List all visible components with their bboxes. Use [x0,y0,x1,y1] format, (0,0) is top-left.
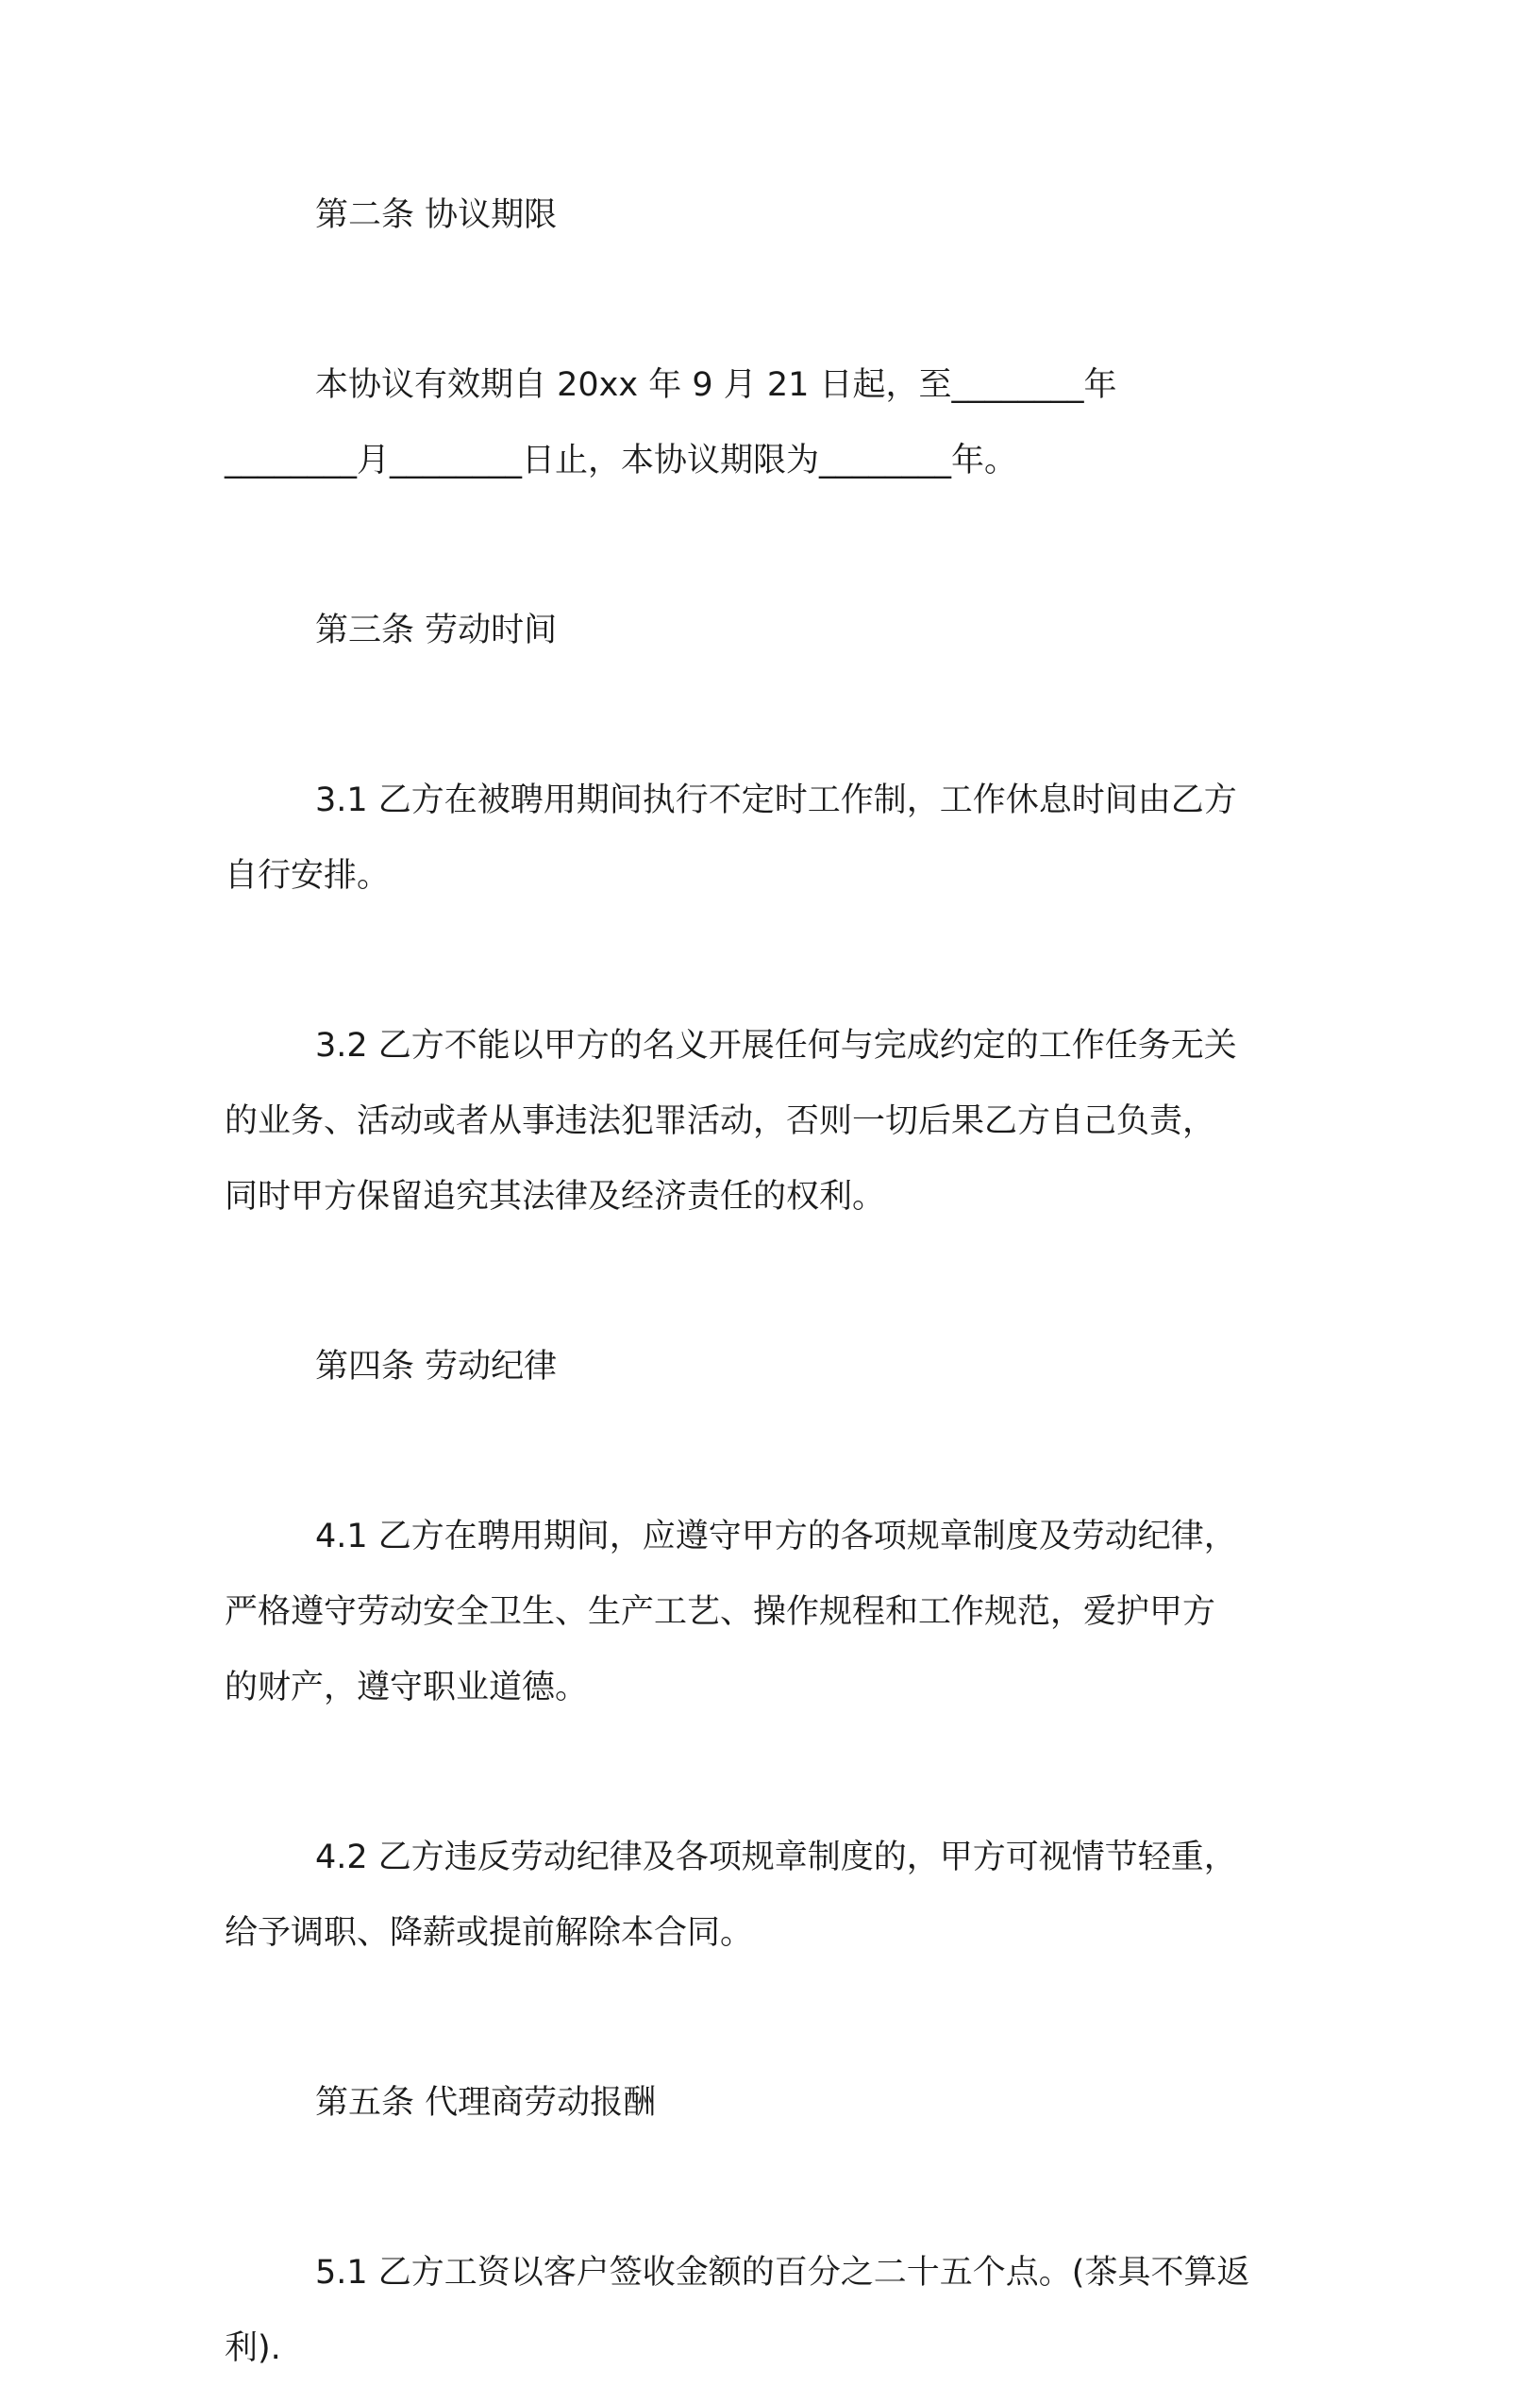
paragraph-line: ________月________日止，本协议期限为________年。 [225,442,1018,479]
paragraph-line: 自行安排。 [225,857,391,895]
section-heading-remuneration: 第五条 代理商劳动报酬 [315,2084,657,2122]
paragraph-line: 本协议有效期自 20xx 年 9 月 21 日起，至________年 [315,366,1117,404]
section-heading-term: 第二条 协议期限 [315,196,558,234]
paragraph-line: 严格遵守劳动安全卫生、生产工艺、操作规程和工作规范，爱护甲方 [225,1593,1216,1631]
paragraph-line: 3.2 乙方不能以甲方的名义开展任何与完成约定的工作任务无关 [315,1027,1237,1065]
paragraph-line: 5.1 乙方工资以客户签收金额的百分之二十五个点。(茶具不算返 [315,2254,1250,2292]
paragraph-line: 利). [225,2329,281,2367]
section-heading-discipline: 第四条 劳动纪律 [315,1348,558,1386]
paragraph-line: 给予调职、降薪或提前解除本合同。 [225,1914,754,1952]
paragraph-line: 的业务、活动或者从事违法犯罪活动，否则一切后果乙方自己负责， [225,1102,1216,1140]
document-body [225,177,1300,2386]
paragraph-line: 同时甲方保留追究其法律及经济责任的权利。 [225,1178,886,1216]
paragraph-line: 4.2 乙方违反劳动纪律及各项规章制度的，甲方可视情节轻重， [315,1839,1237,1876]
paragraph-line: 4.1 乙方在聘用期间，应遵守甲方的各项规章制度及劳动纪律， [315,1518,1237,1555]
paragraph-line: 3.1 乙方在被聘用期间执行不定时工作制，工作休息时间由乙方 [315,781,1237,819]
paragraph-line: 的财产，遵守职业道德。 [225,1669,589,1706]
section-heading-working-time: 第三条 劳动时间 [315,612,558,649]
